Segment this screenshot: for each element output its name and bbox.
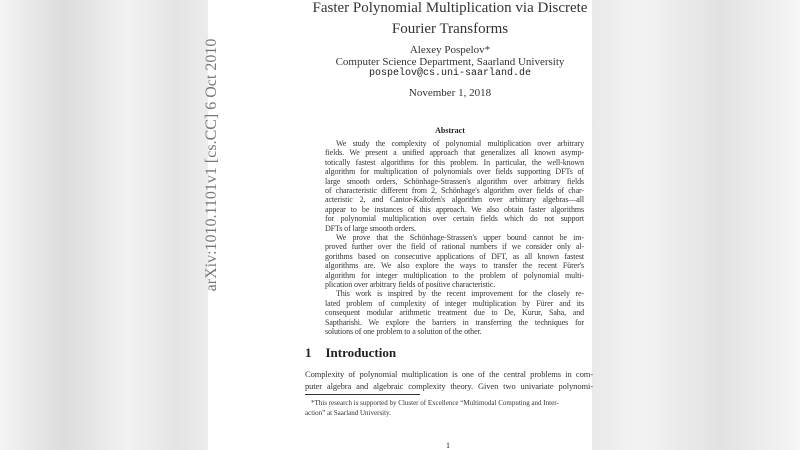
footnote-line: action” at Saarland University.	[305, 409, 391, 417]
author: Alexey Pospelov*	[409, 44, 491, 56]
body-line: puter algebra and algebraic complexity theory. Given two univariate polynomi-	[305, 381, 593, 391]
abstract-line: We study the complexity of polynomial multiplication over arbitrary	[336, 139, 584, 148]
section-heading	[305, 346, 396, 360]
abstract-line: acteristic 2, and Cantor-Kaltofen's algorithm over arbitrary algebras—all	[325, 195, 584, 205]
abstract-line: for polynomial multiplication over certain fields which do not support	[325, 214, 584, 224]
abstract-line: algorithms are. We also explore the ways to transfer the recent Fürer's	[325, 261, 584, 271]
abstract-line: gorithms based on consecutive applications of DFT, as all known fastest	[325, 251, 584, 261]
section-title: Introduction	[325, 345, 397, 360]
section-number: 1	[305, 345, 312, 360]
abstract-line: Saptharishi. We explore the barriers in transferring the techniques for	[325, 317, 584, 327]
abstract-line: DFTs of large smooth orders.	[325, 223, 416, 233]
abstract-line: We prove that the Schönhage-Strassen's upper bound cannot be im-	[336, 233, 584, 242]
body-line: Complexity of polynomial multiplication is one of the central problems in com-	[305, 369, 593, 379]
abstract-line: of characteristic different from 2, Schönhage's algorithm over fields of char-	[325, 186, 584, 195]
abstract-line: solutions of one problem to a solution of the other.	[325, 327, 482, 336]
paper-title-line-2: Fourier Transforms	[391, 21, 509, 37]
abstract-line: algorithm for integer multiplication to the problem of polynomial multi-	[325, 270, 584, 280]
abstract-line: consequent modular arithmetic treatment due to De, Kurur, Saha, and	[325, 308, 584, 318]
abstract-line: totically fastest algorithms for this problem. In particular, the well-known	[325, 157, 584, 167]
abstract-line: fields. We present a unified approach that generalizes all known asymp-	[325, 148, 584, 158]
affiliation: Computer Science Department, Saarland University	[335, 56, 565, 68]
arxiv-stamp: arXiv:1010.1101v1 [cs.CC] 6 Oct 2010	[203, 38, 220, 292]
paper-title-line-1: Faster Polynomial Multiplication via Discrete	[312, 0, 588, 16]
abstract-line: plication over arbitrary fields of positive characteristic.	[325, 280, 496, 289]
abstract-line: algorithm for multiplication of polynomials over fields supporting DFTs of	[325, 167, 584, 177]
abstract-line: large smooth orders, Schönhage-Strassen's algorithm over arbitrary fields	[325, 176, 584, 186]
footnote-rule	[305, 394, 420, 395]
abstract-line: proved further over the field of rational numbers if we consider only al-	[325, 242, 584, 252]
page-number: 1	[446, 441, 450, 450]
footnote-line: *This research is supported by Cluster of Excellence “Multimodal Computing and Inter-	[311, 399, 559, 407]
abstract-line: lated problem of complexity of integer multiplication by Fürer and its	[325, 298, 584, 308]
abstract-line: This work is inspired by the recent improvement for the closely re-	[336, 289, 584, 299]
email: pospelov@cs.uni-saarland.de	[368, 68, 532, 79]
date: November 1, 2018	[408, 87, 492, 99]
abstract-heading: Abstract	[435, 126, 465, 135]
abstract-line: appear to be instances of this approach. We also obtain faster algorithms	[325, 204, 584, 214]
